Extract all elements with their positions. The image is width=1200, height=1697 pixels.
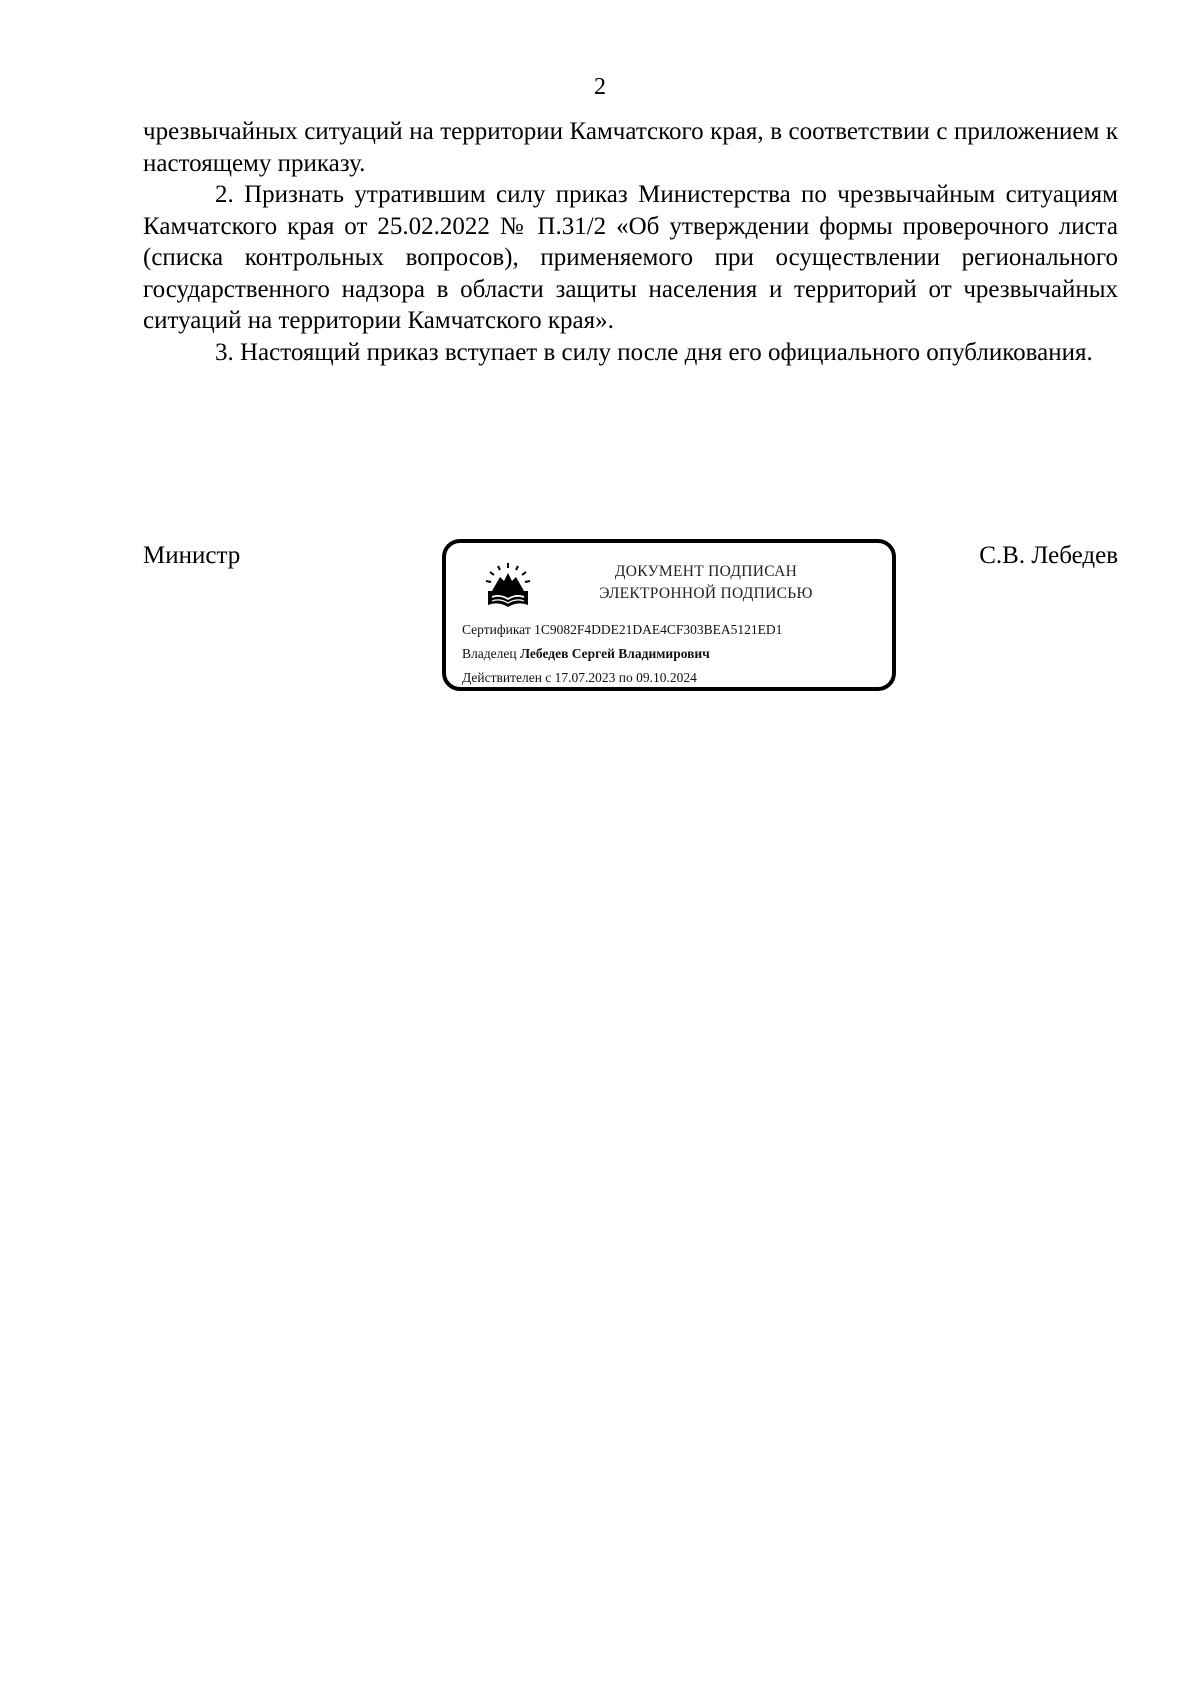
stamp-heading-line-2: ЭЛЕКТРОННОЙ ПОДПИСЬЮ xyxy=(599,585,813,602)
owner-label: Владелец xyxy=(462,646,520,661)
valid-from-date: 17.07.2023 xyxy=(554,670,619,685)
page-number: 2 xyxy=(594,74,606,100)
document-body xyxy=(143,116,1118,368)
paragraph-continuation: чрезвычайных ситуаций на территории Камчатского края, в соответствии с приложением к настоящему приказу. xyxy=(143,118,1118,177)
valid-from-label: Действителен с xyxy=(462,670,555,685)
stamp-owner-row xyxy=(462,645,710,663)
kamchatka-coat-of-arms-icon xyxy=(482,561,534,613)
paragraph-item-2: 2. Признать утратившим силу приказ Министерства по чрезвычайным ситуациям Камчатского края от 25.02.2022 № П.31/2 «Об утверждении формы проверочного листа (списка контрольных вопросов), применяемого при осуществлении регионального государственного надзора в области защиты населения и территорий от чрезвычайных ситуаций на территории Камчатского края». xyxy=(143,181,1118,334)
signer-title: Министр xyxy=(143,542,241,569)
signer-name: С.В. Лебедев xyxy=(979,542,1118,569)
e-signature-stamp xyxy=(442,539,896,691)
stamp-certificate-row xyxy=(462,621,782,639)
stamp-heading-line-1: ДОКУМЕНТ ПОДПИСАН xyxy=(614,563,798,580)
valid-to-date: 09.10.2024 xyxy=(636,670,697,685)
certificate-value: 1C9082F4DDE21DAE4CF303BEA5121ED1 xyxy=(534,622,783,637)
certificate-label: Сертификат xyxy=(462,622,535,637)
stamp-heading xyxy=(546,561,866,605)
owner-value: Лебедев Сергей Владимирович xyxy=(519,646,710,661)
stamp-validity-row xyxy=(462,669,697,687)
valid-to-label: по xyxy=(618,670,637,685)
paragraph-item-3: 3. Настоящий приказ вступает в силу после дня его официального опубликования. xyxy=(215,338,1093,366)
